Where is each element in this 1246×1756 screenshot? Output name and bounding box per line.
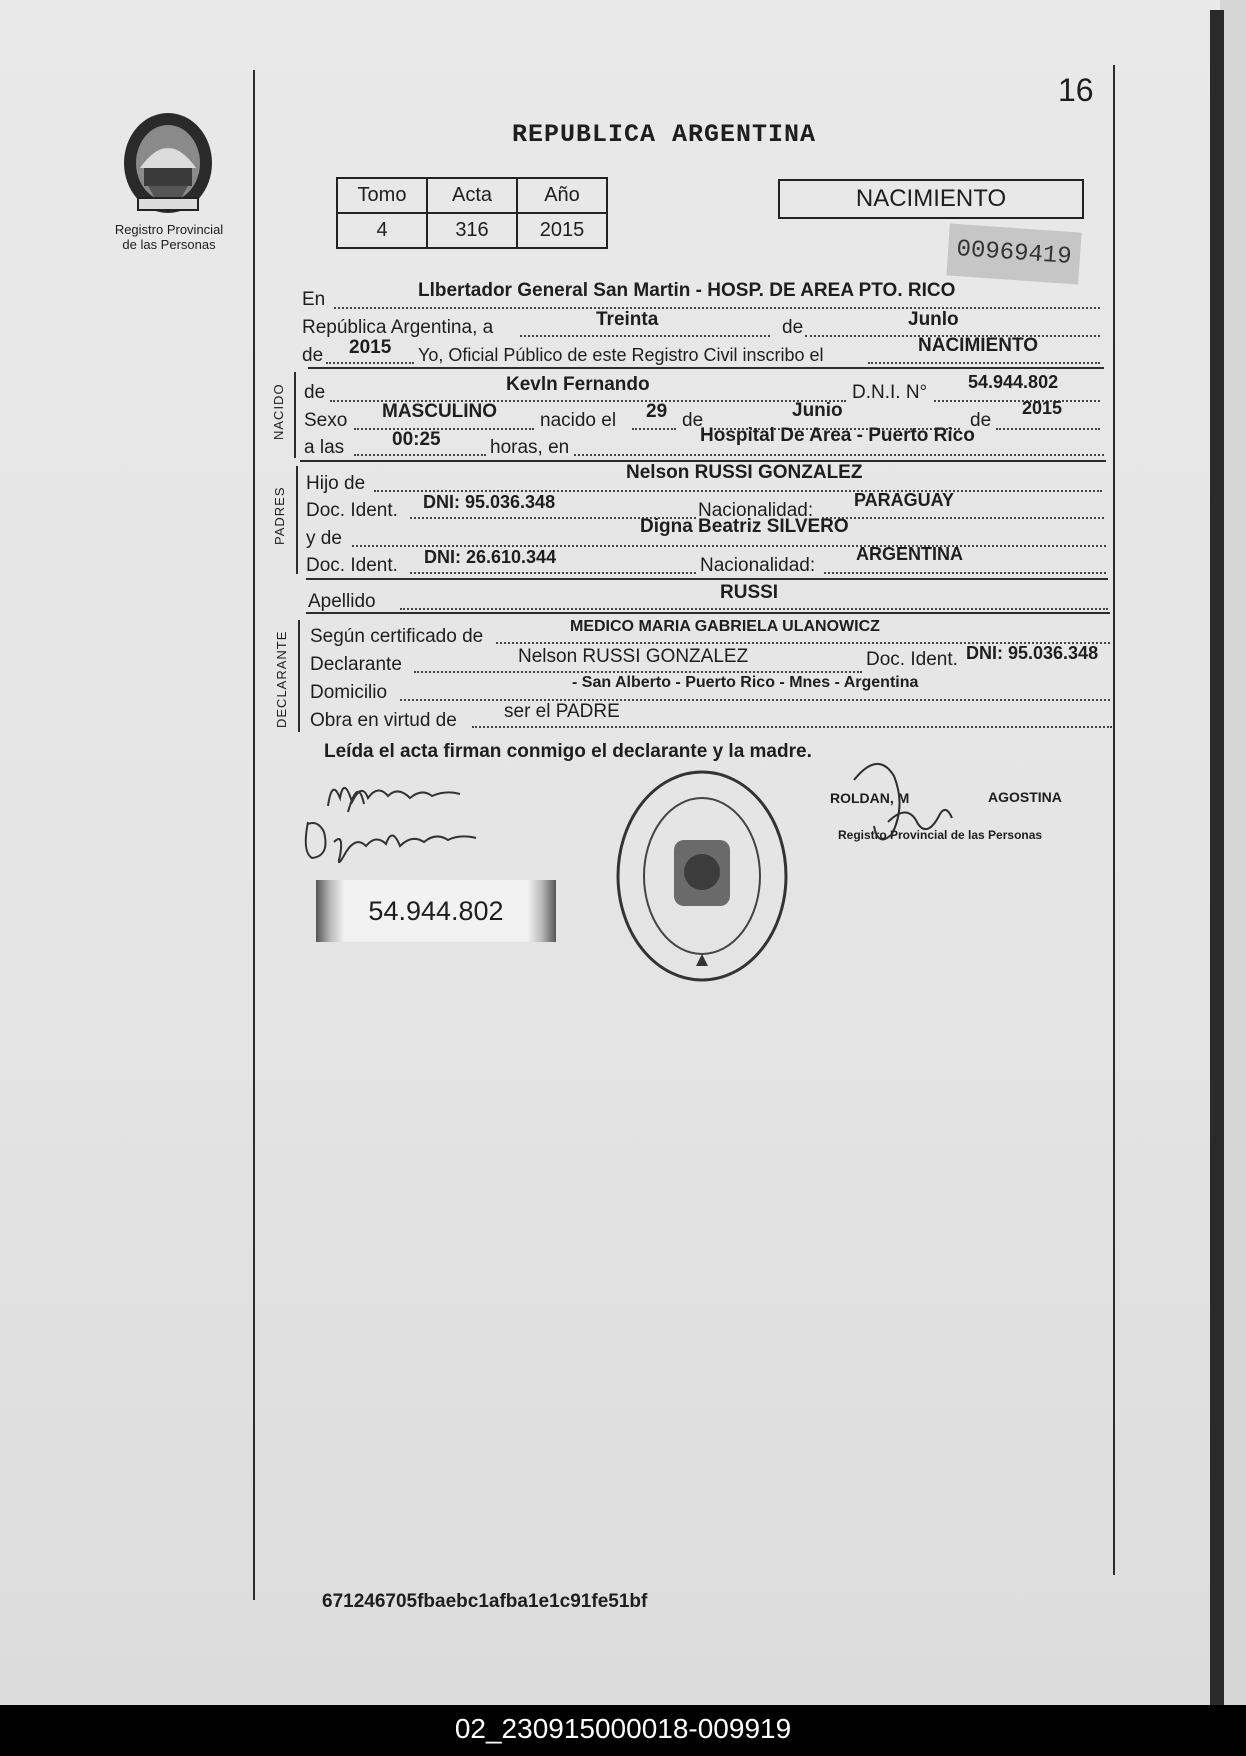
nacido-bracket [294,372,296,458]
record-value-anio: 2015 [517,213,607,248]
domicilio-value: - San Alberto - Puerto Rico - Mnes - Argentina [572,674,919,691]
mother-doc-dotted-line [410,572,696,574]
dni-badge-number: 54.944.802 [368,896,504,926]
declarante-doc-value: DNI: 95.036.348 [966,643,1099,663]
father-nac-label: Nacionalidad: [698,500,814,521]
father-doc-value: DNI: 95.036.348 [423,492,556,512]
obra-dotted-line [472,726,1112,728]
declarante-dotted-line [414,671,862,673]
sexo-value: MASCULINO [382,401,498,422]
mother-nac-label: Nacionalidad: [700,555,816,576]
mother-signature [300,812,500,872]
closing-statement: Leída el acta firman conmigo el declarante y la madre. [324,741,812,762]
mother-doc-label: Doc. Ident. [306,555,398,576]
official-name-end: AGOSTINA [988,789,1062,805]
month-de-label: de [970,410,992,431]
domicilio-label: Domicilio [310,682,388,703]
record-table [336,177,608,249]
padres-section-label: PADRES [272,486,287,545]
en-label: En [302,289,326,310]
registry-stamp [608,762,796,990]
en-value: Llbertador General San Martin - HOSP. DE AREA PTO. RICO [418,280,956,301]
apellido-label: Apellido [308,591,376,612]
record-header-tomo: Tomo [337,178,427,213]
declarante-doc-label: Doc. Ident. [866,649,958,670]
republica-de-label: de [782,317,804,338]
act-type-box: NACIMIENTO [778,179,1084,219]
declarante-signature [318,768,478,818]
mother-nationality-value: ARGENTINA [856,544,963,564]
day-de-label: de [682,410,704,431]
mother-name-value: Digna Beatriz SILVERO [640,516,849,537]
right-margin-line [1113,65,1115,1575]
padres-bracket [296,466,298,574]
year-dotted-line [326,362,414,364]
day-value: 29 [646,401,668,422]
hijo-de-label: Hijo de [306,473,366,494]
document-hash: 671246705fbaebc1afba1e1c91fe51bf [322,1591,648,1612]
nacido-dni-label: D.N.I. N° [852,382,928,403]
birth-year-value: 2015 [1022,398,1063,418]
logo-caption-line2: de las Personas [122,237,216,252]
father-doc-label: Doc. Ident. [306,500,398,521]
apellido-value: RUSSI [720,582,779,603]
yo-label: Yo, Oficial Público de este Registro Civil inscribo el [418,345,824,365]
nacido-dni-dotted-line [934,400,1100,402]
official-org: Registro Provincial de las Personas [838,828,1043,842]
en-dotted-line [334,307,1100,309]
year-de-label: de [302,345,324,366]
obra-value: ser el PADRE [504,701,620,722]
mother-nat-dotted-line [824,572,1106,574]
sexo-dotted-line [354,428,534,430]
page-title: REPUBLICA ARGENTINA [512,120,817,149]
declarante-label: Declarante [310,654,402,675]
y-de-label: y de [306,528,342,549]
birth-year-dotted-line [996,428,1100,430]
father-nationality-value: PARAGUAY [854,490,955,510]
official-signature [848,752,958,852]
mother-doc-value: DNI: 26.610.344 [424,547,557,567]
father-nat-dotted-line [822,517,1104,519]
day-dotted-line [632,428,676,430]
segun-value: MEDICO MARIA GABRIELA ULANOWICZ [570,618,880,635]
declarante-bracket [298,620,300,732]
inscribo-value: NACIMIENTO [918,335,1038,356]
apellido-dotted-line [400,608,1108,610]
segun-label: Según certificado de [310,626,484,647]
sexo-label: Sexo [304,410,348,431]
nacido-dni-value: 54.944.802 [968,372,1059,392]
place-value: Hospital De Area - Puerto Rico [700,425,975,446]
page-edge-shadow [1210,10,1224,1705]
declarante-section-label: DECLARANTE [274,630,289,728]
official-name-start: ROLDAN, M [830,790,910,806]
record-table-header-row [337,178,607,213]
inscribo-dotted-line [868,362,1100,364]
declarante-value: Nelson RUSSI GONZALEZ [518,646,749,667]
footer-bar [0,1705,1246,1756]
footer-id: 02_230915000018-009919 [454,1713,792,1744]
padres-separator [306,578,1108,580]
father-name-value: Nelson RUSSI GONZALEZ [626,462,863,483]
apellido-separator [306,612,1110,614]
obra-label: Obra en virtud de [310,710,457,731]
nacido-el-label: nacido el [540,410,617,431]
record-value-tomo: 4 [337,213,427,248]
republica-month-value: Junlo [908,309,959,330]
nacido-de-label: de [304,382,326,403]
a-las-label: a las [304,437,345,458]
record-table-value-row [337,213,607,248]
serial-number-stamp: 00969419 [946,223,1081,284]
time-value: 00:25 [392,429,441,450]
province-seal-logo [118,108,218,218]
time-dotted-line [354,454,486,456]
horas-en-label: horas, en [490,437,570,458]
page-number: 16 [1058,72,1094,108]
place-dotted-line [574,454,1104,456]
republica-dotted-line [520,335,770,337]
record-header-acta: Acta [427,178,517,213]
dni-badge [316,880,556,942]
record-value-acta: 316 [427,213,517,248]
republica-day-value: Treinta [596,309,659,330]
logo-caption-line1: Registro Provincial [114,222,224,237]
left-margin-line [253,70,255,1600]
nacido-section-label: NACIDO [271,383,286,440]
nacido-name-value: Kevln Fernando [506,374,650,395]
year-value: 2015 [349,337,392,358]
republica-label: República Argentina, a [302,317,494,338]
record-header-anio: Año [517,178,607,213]
intro-separator [308,367,1104,369]
month-value: Junio [792,400,843,421]
